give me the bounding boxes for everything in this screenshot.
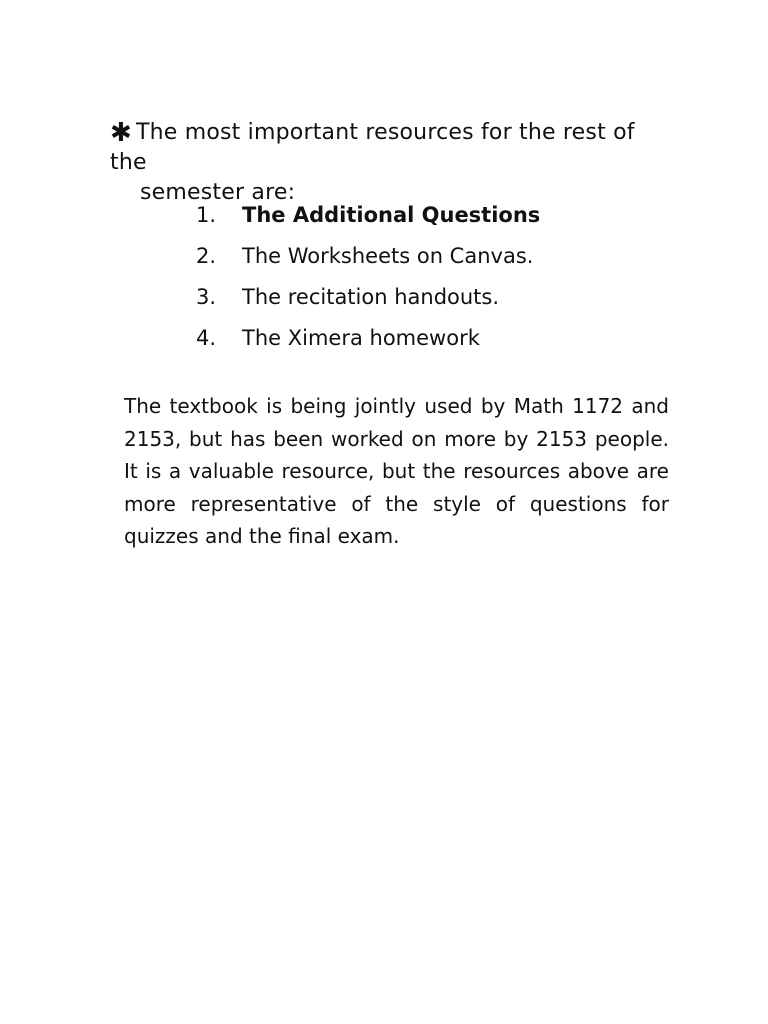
resource-list (196, 194, 540, 358)
list-item-number: 2. (196, 243, 217, 268)
intro-text-2: semester are: (140, 180, 296, 205)
intro-line-1 (110, 118, 670, 178)
list-item-text: The Additional Questions (242, 202, 541, 227)
list-item (196, 317, 540, 358)
list-item-text: The Worksheets on Canvas. (242, 243, 534, 268)
list-item-number: 3. (196, 284, 217, 309)
asterisk-bullet-icon: ✱ (110, 118, 132, 148)
list-item (196, 276, 540, 317)
list-item (196, 235, 540, 276)
list-item-text: The Ximera homework (242, 325, 480, 350)
list-item-number: 4. (196, 325, 217, 350)
intro-text-1: The most important resources for the rest of the (110, 120, 635, 175)
textbook-paragraph: The textbook is being jointly used by Math 1172 and 2153, but has been worked on more by 2153 people. It is a valuable resource, but the resources above are more representative of the style of questions for quizzes and the final exam. (124, 394, 669, 548)
list-item-number: 1. (196, 202, 217, 227)
list-item-text: The recitation handouts. (242, 284, 500, 309)
list-item (196, 194, 540, 235)
